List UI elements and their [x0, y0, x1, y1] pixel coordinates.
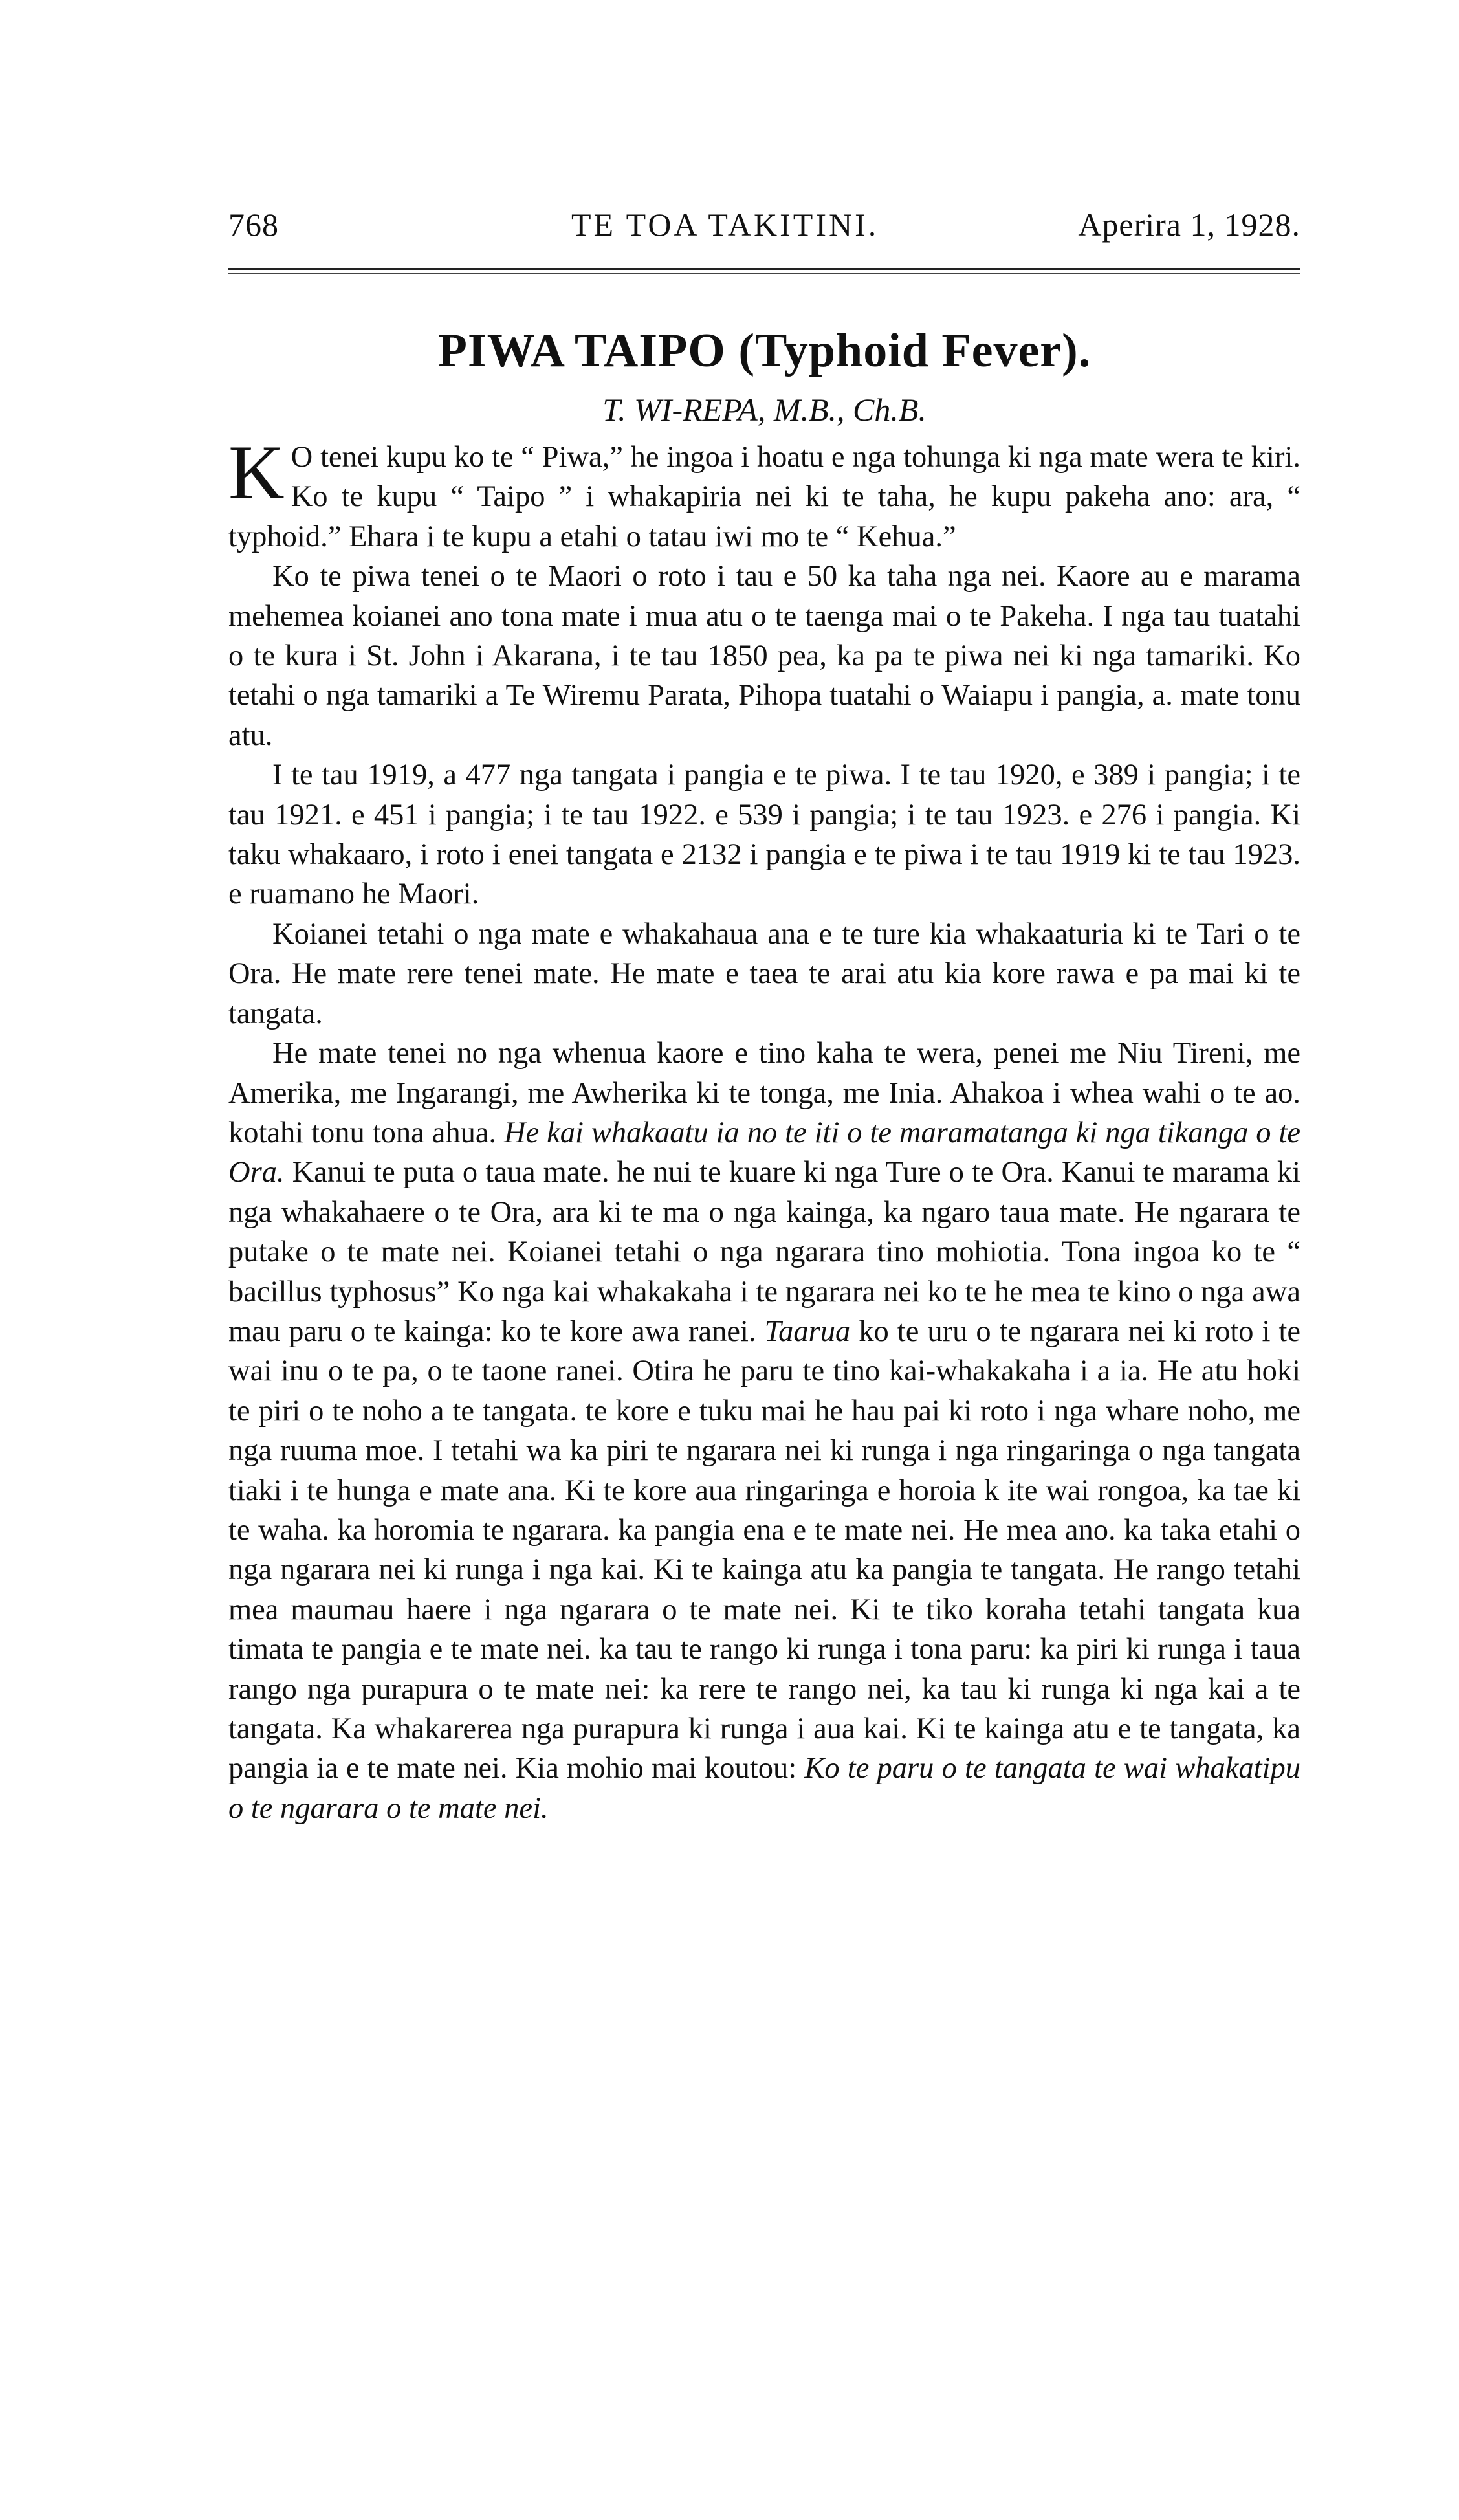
paragraph-5-italic-3: Ko te paru o te tangata te wai whakatipu o te ngarara o te mate nei. — [228, 1752, 1300, 1825]
paragraph-5-text-c: ko te uru o te ngarara nei ki roto i te wai inu o te pa, o te taone ranei. Otira he paru te tino kai-whakakaha i a ia. He atu hoki te piri o te noho a te tangata. te kore e tuku mai he hau pai ki roto i nga whare noho, me nga ruuma moe. I tetahi wa ka piri te ngarara nei ki runga i nga ringaringa o nga tangata tiaki i te hunga e mate ana. Ki te kore aua ringaringa e horoia k ite wai rongoa, ka tae ki te waha. ka horomia te ngarara. ka pangia ena e te mate nei. He mea ano. ka taka etahi o nga ngarara nei ki runga i nga kai. Ki te kainga atu ka pangia te tangata. He rango tetahi mea maumau haere i nga ngarara o te mate nei. Ki te tiko koraha tetahi tangata kua timata te pangia e te mate nei. ka tau te rango ki runga i tona paru: ka piri ki runga i taua rango nga purapura o te mate nei: ka rere te rango nei, ka tau ki runga ki nga kai a te tangata. Ka whakarerea nga purapura ki runga i aua kai. Ki te kainga atu e te tangata, ka pangia ia e te mate nei. Kia mohio mai koutou: — [228, 1314, 1300, 1785]
page-header — [228, 206, 1300, 258]
article-author: T. WI-REPA, M.B., Ch.B. — [602, 392, 927, 428]
paragraph-4: Koianei tetahi o nga mate e whakahaua ana e te ture kia whakaaturia ki te Tari o te Ora. He mate rere tenei mate. He mate e taea te arai atu kia kore rawa e pa mai ki te tangata. — [228, 917, 1300, 1030]
paragraph-5-text-a: He mate tenei no nga whenua kaore e tino kaha te wera, penei me Niu Tireni, me Amerika, me Ingarangi, me Awherika ki te tonga, me Inia. Ahakoa i whea wahi o te ao. kotahi tonu tona ahua. — [228, 1037, 1300, 1149]
article-body — [228, 429, 1301, 1828]
paragraph-5-italic-2: Taarua — [764, 1314, 851, 1348]
header-divider-secondary — [228, 273, 1300, 274]
article-title: PIWA TAIPO (Typhoid Fever). — [437, 324, 1092, 377]
issue-date: Aperira 1, 1928. — [1078, 206, 1300, 243]
paragraph-2: Ko te piwa tenei o te Maori o roto i tau e 50 ka taha nga nei. Kaore au e marama mehemea koianei ano tona mate i mua atu o te taenga mai o te Pakeha. I nga tau tuatahi o te kura i St. John i Akarana, i te tau 1850 pea, ka pa te piwa nei ki nga tamariki. Ko tetahi o nga tamariki a Te Wiremu Parata, Pihopa tuatahi o Waiapu i pangia, a. mate tonu atu. — [228, 560, 1300, 752]
paragraph-5 — [228, 1033, 1300, 1828]
paragraph-5-text-b: Kanui te puta o taua mate. he nui te kuare ki nga Ture o te Ora. Kanui te marama ki nga whakahaere o te Ora, ara ki te ma o nga kainga, ka ngaro taua mate. He ngarara te putake o te mate nei. Koianei tetahi o nga ngarara tino mohiotia. Tona ingoa ko te “ bacillus typhosus” Ko nga kai whakakaha i te ngarara nei ko te he mea te kino o nga awa mau paru o te kainga: ko te kore awa ranei. — [228, 1156, 1300, 1348]
paragraph-1-text: O tenei kupu ko te “ Piwa,” he ingoa i hoatu e nga tohunga ki nga mate wera te kiri. Ko te kupu “ Taipo ” i whakapiria nei ki te taha, he kupu pakeha ano: ara, “ typhoid.” Ehara i te kupu a etahi o tatau iwi mo te “ Kehua.” — [228, 441, 1300, 553]
paragraph-5-italic-1: He kai whakaatu ia no te iti o te maramatanga ki nga tikanga o te Ora. — [228, 1116, 1301, 1189]
drop-cap: K — [228, 429, 285, 515]
page-number: 768 — [228, 206, 279, 243]
paragraph-1 — [228, 429, 1300, 557]
paragraph-3: I te tau 1919, a 477 nga tangata i pangia e te piwa. I te tau 1920, e 389 i pangia; i te tau 1921. e 451 i pangia; i te tau 1922. e 539 i pangia; i te tau 1923. e 276 i pangia. Ki taku whakaaro, i roto i enei tangata e 2132 i pangia e te piwa i te tau 1919 ki te tau 1923. e ruamano he Maori. — [228, 758, 1300, 911]
running-title: TE TOA TAKITINI. — [571, 206, 879, 243]
header-divider — [228, 268, 1300, 270]
